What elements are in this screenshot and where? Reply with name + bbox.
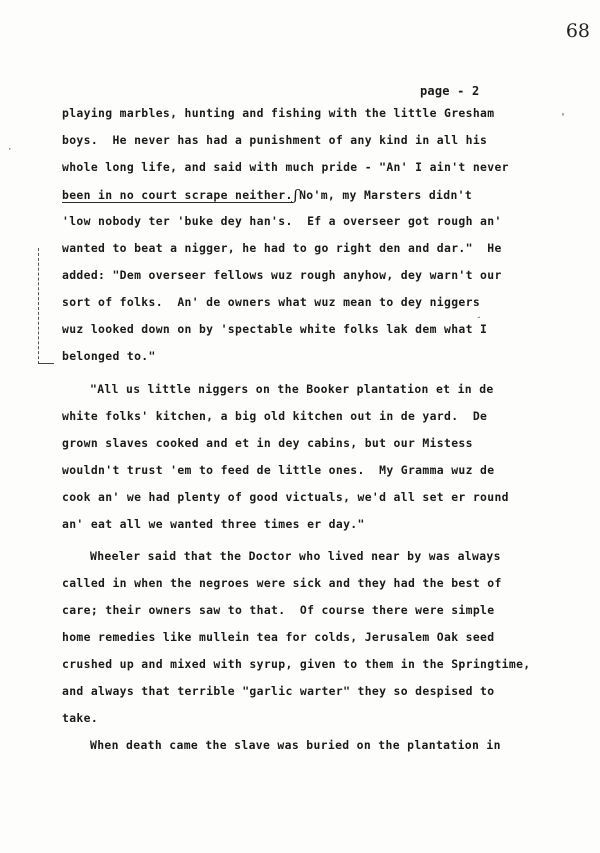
editor-bracket-mark: ʃ (293, 186, 299, 204)
underlined-phrase: been in no court scrape neither. (62, 188, 293, 202)
line-continuation: No'm, my Marsters didn't (299, 188, 473, 202)
text-line: 'low nobody ter 'buke dey han's. Ef a overseer got rough an' (62, 214, 502, 228)
text-line: cook an' we had plenty of good victuals, we'd all set er round (62, 490, 509, 504)
margin-pencil-hook (38, 363, 54, 364)
text-line: care; their owners saw to that. Of course there were simple (62, 603, 495, 617)
text-line: added: "Dem overseer fellows wuz rough anyhow, dey warn't our (62, 268, 502, 282)
text-line: wanted to beat a nigger, he had to go right den and dar." He (62, 241, 502, 255)
text-line: white folks' kitchen, a big old kitchen out in de yard. De (62, 409, 488, 423)
text-line: "All us little niggers on the Booker plantation et in de (90, 382, 494, 396)
page-number: 68 (565, 20, 590, 42)
text-line: and always that terrible "garlic warter" they so despised to (62, 684, 495, 698)
text-line: boys. He never has had a punishment of any kind in all his (62, 133, 488, 147)
stray-mark: · (7, 145, 13, 155)
text-line: belonged to." (62, 349, 156, 363)
text-line: When death came the slave was buried on the plantation in (90, 738, 501, 752)
text-line: crushed up and mixed with syrup, given to them in the Springtime, (62, 657, 531, 671)
text-line: wuz looked down on by 'spectable white folks lak dem what I (62, 322, 488, 336)
text-line: home remedies like mullein tea for colds, Jerusalem Oak seed (62, 630, 495, 644)
text-line: take. (62, 711, 99, 725)
stray-mark: - (474, 311, 484, 324)
text-line (62, 186, 472, 203)
text-line: whole long life, and said with much pride - "An' I ain't never (62, 160, 509, 174)
stray-mark: ' (560, 112, 567, 123)
text-line: an' eat all we wanted three times er day." (62, 517, 365, 531)
page-label: page - 2 (420, 84, 480, 98)
margin-pencil-line (38, 248, 39, 364)
text-line: sort of folks. An' de owners what wuz mean to dey niggers (62, 295, 481, 309)
text-line: playing marbles, hunting and fishing with the little Gresham (62, 106, 495, 120)
text-line: Wheeler said that the Doctor who lived near by was always (90, 549, 501, 563)
text-line: called in when the negroes were sick and they had the best of (62, 576, 502, 590)
text-line: wouldn't trust 'em to feed de little ones. My Gramma wuz de (62, 463, 495, 477)
text-line: grown slaves cooked and et in dey cabins, but our Mistess (62, 436, 473, 450)
